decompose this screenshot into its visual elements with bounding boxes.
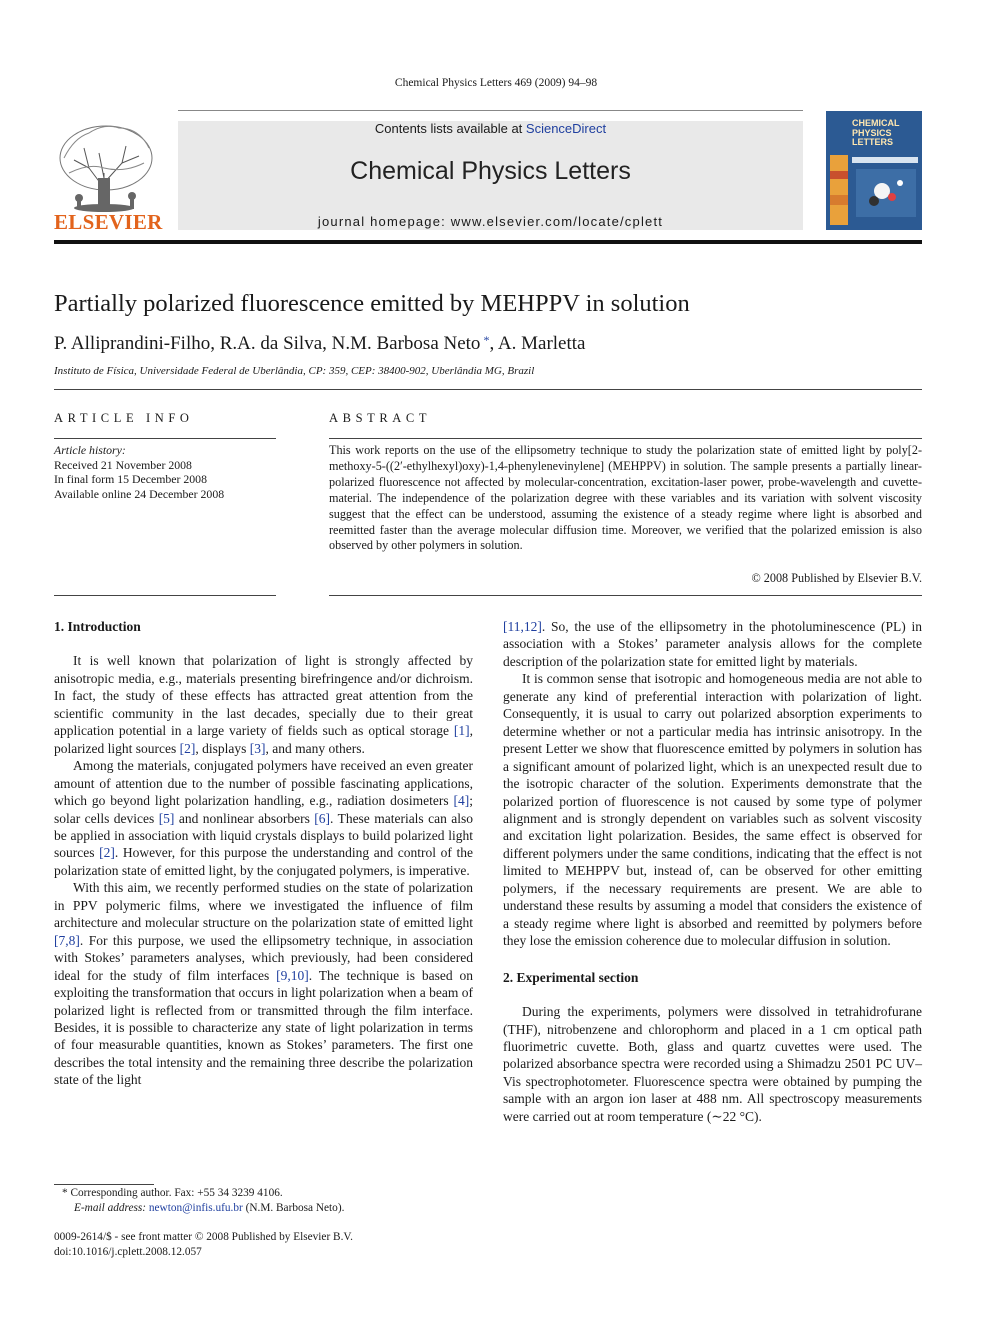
paragraph-text: . These materials can also be applied in association with liquid crystals displays to build polarized light sources (54, 810, 473, 861)
cover-title-line: LETTERS (852, 137, 894, 147)
paragraph-text: , and many others. (265, 740, 365, 756)
paragraph (54, 652, 473, 757)
article-history (54, 443, 276, 501)
corresponding-author-mark[interactable]: * (480, 333, 490, 347)
issn-line: 0009-2614/$ - see front matter © 2008 Published by Elsevier B.V. (54, 1231, 353, 1243)
citation-link[interactable]: [1] (453, 723, 470, 739)
paragraph-text: With this aim, we recently performed studies on the state of polarization in PPV polymeric films, where we investigated the influence of film architecture and molecular structure on the polarization state of emitted light (54, 880, 473, 931)
online-date: Available online 24 December 2008 (54, 486, 225, 501)
author-list (54, 333, 922, 355)
abstract-text: This work reports on the use of the ellipsometry technique to study the polarization state of emitted light by poly[2-methoxy-5-((2′-ethylhexyl)oxy)-1,4-phenylenevinylene] (MEHPPV) in solution. The sample presents a partially linear-polarized fluorescence not affected by molecular-concentration, excitation-laser power, probe-wavelength and cuvette-material. The independence of the polarization degree with these variables and its variation with solvent viscosity suggest that the effect can be understood, assuming the existence of a steady regime where light is absorbed and reemitted faster than the average molecular diffusion time. Moreover, we verified that the polarized emission is also observed by other polymers in solution. (329, 443, 922, 553)
email-owner: (N.M. Barbosa Neto). (242, 1201, 345, 1214)
paragraph-text: and nonlinear absorbers (174, 810, 315, 826)
divider (54, 438, 276, 439)
section-heading: 2. Experimental section (503, 969, 639, 985)
cover-title (826, 119, 922, 148)
paragraph-text: , displays (195, 740, 250, 756)
paragraph (503, 618, 922, 670)
paragraph-text: ; solar cells devices (54, 793, 473, 826)
front-matter-info (54, 1230, 494, 1259)
authors-text: , A. Marletta (489, 333, 586, 354)
masthead-rule (178, 110, 803, 111)
citation-link[interactable]: [3] (249, 740, 266, 756)
footnote-text: Corresponding author. Fax: +55 34 3239 4106. (67, 1187, 283, 1199)
paragraph-text: It is well known that polarization of light is strongly affected by anisotropic media, e.g., materials presenting birefringence and/or dichroism. In fact, the study of these effects has attracted great attention from the scientific community in the last decades, specially due to their great application potential in a large variety of fields such as optical storage (54, 653, 473, 739)
body-column-left (54, 618, 473, 1089)
footnote-mark: * (62, 1187, 68, 1199)
sciencedirect-link[interactable]: ScienceDirect (525, 121, 607, 136)
article-info-heading: ARTICLE INFO (54, 411, 194, 425)
citation-link[interactable]: [5] (158, 810, 175, 826)
citation-link[interactable]: [4] (453, 793, 470, 809)
affiliation: Instituto de Física, Universidade Federal de Uberlândia, CP: 359, CEP: 38400-902, Uberlândia MG, Brazil (54, 365, 535, 377)
body-column-right (503, 618, 922, 1125)
paragraph: During the experiments, polymers were dissolved in tetrahidrofurane (THF), nitrobenzene and chlorophorm and placed in a 1 cm optical path fluorimetric cuvette. Both, glass and quartz cuvettes were used. The polarized absorbance spectra were recorded using a Shimadzu 2501 PC UV–Vis spectrophotometer. Fluorescence spectra were obtained by pumping the sample with an argon ion laser at 488 nm. All spectroscopy measurements were carried out at room temperature (∼22 °C). (503, 1004, 922, 1124)
citation-link[interactable]: [2] (99, 845, 115, 861)
history-label: Article history: (54, 443, 126, 457)
footnote (54, 1186, 494, 1215)
cover-art-icon (826, 151, 922, 230)
journal-title: Chemical Physics Letters (350, 157, 631, 185)
cover-title-line: PHYSICS (852, 127, 892, 138)
article-title: Partially polarized fluorescence emitted by MEHPPV in solution (54, 290, 690, 317)
doi-line[interactable]: doi:10.1016/j.cplett.2008.12.057 (54, 1245, 202, 1258)
divider (54, 389, 922, 390)
paragraph-text: . The technique is based on exploiting the transformation that occurs in light polarization when a beam of polarized light is reflected from or transmitted through the film interface. Besides, it is possible to characterize any state of light polarization in terms of four measurable quantities, known as Stokes’ parameters. The first one describes the total intensity and the remaining three describe the polarization state of the light (54, 967, 474, 1088)
citation-link[interactable]: [2] (179, 740, 196, 756)
divider (54, 595, 276, 596)
cover-title-line: CHEMICAL (852, 118, 900, 128)
contents-prefix: Contents lists available at (374, 121, 526, 136)
citation-link[interactable]: [9,10] (276, 967, 309, 983)
paragraph-text: . For this purpose, we used the ellipsometry technique, in association with Stokes’ parameters analyses, which previously, had been considered ideal for the study of film interfaces (54, 932, 473, 983)
running-head: Chemical Physics Letters 469 (2009) 94–98 (394, 77, 598, 89)
authors-text: P. Alliprandini-Filho, R.A. da Silva, N.M. Barbosa Neto (54, 333, 481, 354)
final-form-date: In final form 15 December 2008 (54, 472, 207, 486)
section-heading: 1. Introduction (54, 619, 141, 634)
citation-link[interactable]: [7,8] (54, 932, 80, 948)
paragraph (54, 757, 473, 879)
paragraph-text: . However, for this purpose the understanding and control of the polarization state of emitted light, by the conjugated polymers, is imperative. (54, 845, 473, 878)
email-link[interactable]: newton@infis.ufu.br (148, 1201, 243, 1214)
footnote-rule (54, 1184, 154, 1185)
journal-masthead (178, 121, 803, 230)
journal-homepage[interactable]: journal homepage: www.elsevier.com/locate/cplett (317, 214, 664, 229)
email-label: E-mail address: (74, 1201, 147, 1214)
abstract-copyright: © 2008 Published by Elsevier B.V. (751, 571, 922, 585)
citation-link[interactable]: [6] (314, 810, 331, 826)
divider (329, 438, 922, 439)
paragraph-text: , polarized light sources (54, 723, 473, 756)
received-date: Received 21 November 2008 (54, 457, 192, 472)
abstract-heading: ABSTRACT (329, 411, 432, 425)
contents-line (178, 121, 803, 136)
journal-cover (826, 111, 922, 230)
elsevier-wordmark: ELSEVIER (54, 210, 163, 234)
divider (329, 595, 922, 596)
paragraph-text: Among the materials, conjugated polymers have received an even greater amount of attention due to the number of possible fascinating applications, which go beyond light polarization handling, e.g., radiation dosimeters (54, 758, 473, 809)
citation-link[interactable]: [11,12] (503, 619, 542, 634)
header-rule (54, 240, 922, 244)
paragraph-text: . So, the use of the ellipsometry in the photoluminescence (PL) in association with a Stokes’ parameter analysis allows for the complete description of the polarization state for emitted light by materials. (503, 619, 922, 669)
paragraph: It is common sense that isotropic and homogeneous media are not able to generate any kind of preferential interaction with polarization of light. Consequently, it is usual to carry out polarized absorption experiments to determine whether or not a particular media has intrinsic anisotropy. In the present Letter we show that fluorescence emitted by polymers in solution has a significant amount of polarized light, which is an unexpected result due to the isotropic character of the solution. Experiments demonstrate that the polarized portion of fluorescence is not caused by some type of polymer alignment and is strongly dependent on variables such as solvent viscosity and excitation light polarization. Besides, the same effect is observed for different polymers under the same conditions, indicating that the effect is not limited to MEHPPV but, instead of, can be observed for other emitting polymers, if the necessary requirements are present. We are able to understand these results by assuming a model that considers the existence of a steady regime where light is absorbed and reemitted by polymers before they lose the emission coherence due to molecular diffusion in solution. (503, 671, 922, 949)
paragraph (54, 879, 473, 1088)
